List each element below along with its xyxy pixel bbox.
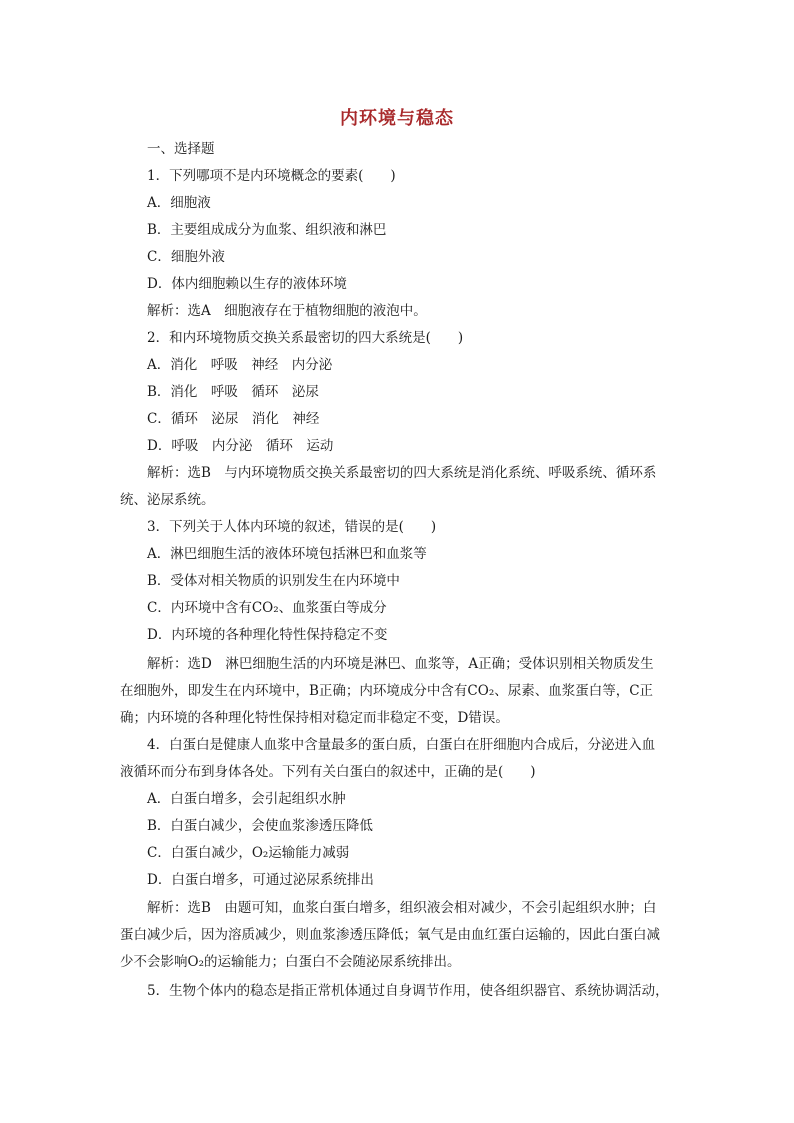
page-title: 内环境与稳态 (340, 108, 454, 129)
q1-option-b: B．主要组成成分为血浆、组织液和淋巴 (147, 222, 387, 238)
q4-analysis-line-1: 解析：选B 由题可知，血浆白蛋白增多，组织液会相对减少，不会引起组织水肿；白 (147, 900, 657, 916)
q1-option-a: A．细胞液 (147, 195, 211, 211)
q4-analysis-line-2: 蛋白减少后，因为溶质减少，则血浆渗透压降低；氧气是由血红蛋白运输的，因此白蛋白减 (120, 927, 660, 943)
q2-analysis-line-1: 解析：选B 与内环境物质交换关系最密切的四大系统是消化系统、呼吸系统、循环系 (147, 465, 657, 481)
question-3-stem: 3．下列关于人体内环境的叙述，错误的是( ) (147, 519, 437, 535)
section-heading: 一、选择题 (147, 141, 215, 157)
q3-option-d: D．内环境的各种理化特性保持稳定不变 (147, 627, 388, 643)
q3-option-c: C．内环境中含有CO₂、血浆蛋白等成分 (147, 600, 387, 616)
q2-option-b: B．消化 呼吸 循环 泌尿 (147, 384, 319, 400)
q1-option-c: C．细胞外液 (147, 249, 225, 265)
q4-analysis-line-3: 少不会影响O₂的运输能力；白蛋白不会随泌尿系统排出。 (120, 954, 461, 970)
q3-analysis-line-3: 确；内环境的各种理化特性保持相对稳定而非稳定不变，D错误。 (120, 710, 509, 726)
q3-analysis-line-2: 在细胞外，即发生在内环境中，B正确；内环境成分中含有CO₂、尿素、血浆蛋白等，C正 (120, 683, 654, 699)
q3-option-a: A．淋巴细胞生活的液体环境包括淋巴和血浆等 (147, 546, 427, 562)
q4-option-b: B．白蛋白减少，会使血浆渗透压降低 (147, 818, 373, 834)
question-4-stem-line-2: 液循环而分布到身体各处。下列有关白蛋白的叙述中，正确的是( ) (120, 764, 536, 780)
question-5-stem-line-1: 5．生物个体内的稳态是指正常机体通过自身调节作用，使各组织器官、系统协调活动， (147, 983, 669, 999)
q4-option-a: A．白蛋白增多，会引起组织水肿 (147, 791, 346, 807)
q3-option-b: B．受体对相关物质的识别发生在内环境中 (147, 573, 400, 589)
q2-option-c: C．循环 泌尿 消化 神经 (147, 411, 320, 427)
q3-analysis-line-1: 解析：选D 淋巴细胞生活的内环境是淋巴、血浆等，A正确；受体识别相关物质发生 (147, 656, 654, 672)
question-2-stem: 2．和内环境物质交换关系最密切的四大系统是( ) (147, 330, 464, 346)
q1-analysis: 解析：选A 细胞液存在于植物细胞的液泡中。 (147, 303, 427, 319)
q4-option-d: D．白蛋白增多，可通过泌尿系统排出 (147, 872, 374, 888)
q2-analysis-line-2: 统、泌尿系统。 (120, 492, 215, 508)
q1-option-d: D．体内细胞赖以生存的液体环境 (147, 276, 347, 292)
q2-option-a: A．消化 呼吸 神经 内分泌 (147, 357, 333, 373)
question-1-stem: 1．下列哪项不是内环境概念的要素( ) (147, 168, 396, 184)
question-4-stem-line-1: 4．白蛋白是健康人血浆中含量最多的蛋白质，白蛋白在肝细胞内合成后，分泌进入血 (147, 737, 656, 753)
q2-option-d: D．呼吸 内分泌 循环 运动 (147, 438, 334, 454)
q4-option-c: C．白蛋白减少，O₂运输能力减弱 (147, 845, 350, 861)
